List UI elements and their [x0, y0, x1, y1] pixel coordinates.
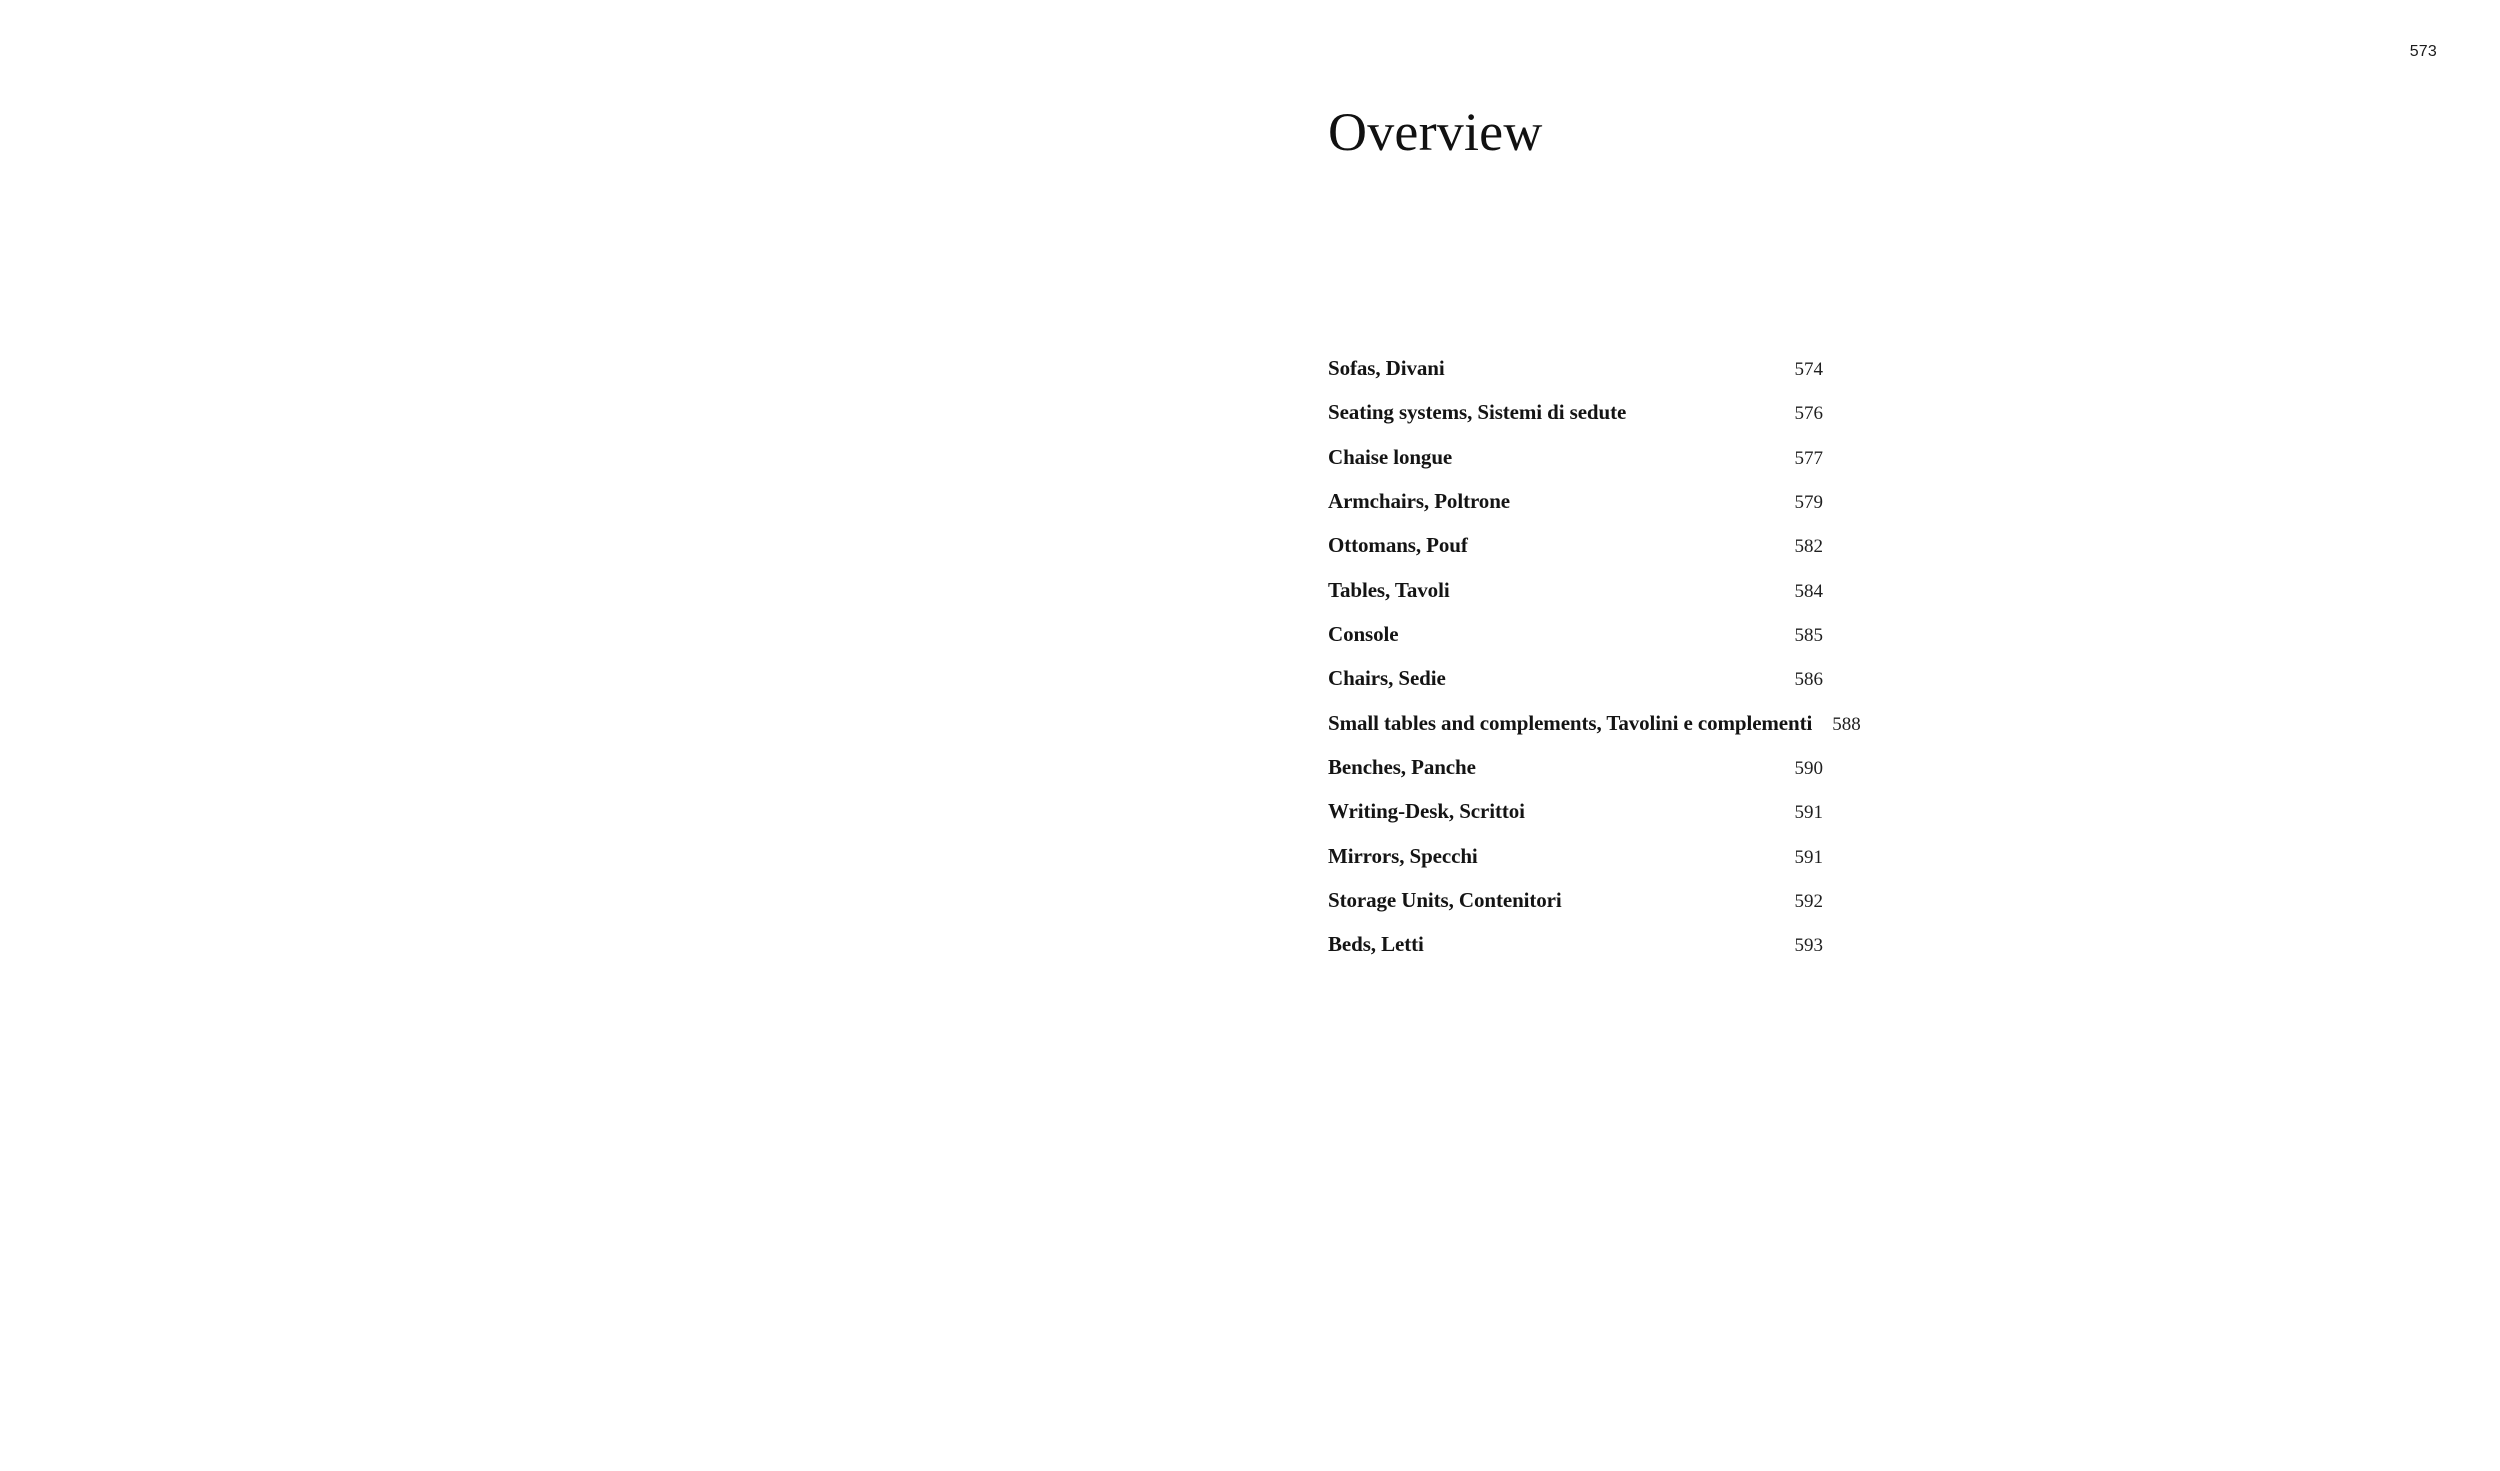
toc-entry-page-number: 591: [1794, 846, 1823, 868]
toc-entry-label: Armchairs, Poltrone: [1328, 489, 1511, 514]
toc-entry-page-number: 588: [1832, 713, 1861, 735]
toc-entry-page-number: 591: [1794, 802, 1823, 824]
toc-entry[interactable]: [1328, 577, 1823, 624]
toc-entry[interactable]: [1328, 710, 1861, 757]
toc-entry[interactable]: [1328, 491, 1823, 535]
page-number: 573: [2409, 43, 2437, 60]
toc-entry-label: Console: [1328, 622, 1399, 647]
toc-entry-label: Benches, Panche: [1328, 755, 1476, 780]
toc-entry[interactable]: [1328, 843, 1823, 890]
page-title: Overview: [1328, 102, 1543, 162]
toc-entry-label: Sofas, Divani: [1328, 356, 1445, 380]
toc-entry-page-number: 582: [1794, 536, 1823, 558]
toc-entry-page-number: 576: [1794, 403, 1823, 425]
toc-entry-label: Small tables and complements, Tavolini e complementi: [1328, 710, 1813, 735]
toc-entry-page-number: 574: [1794, 359, 1823, 380]
toc-entry-page-number: 593: [1794, 935, 1823, 957]
toc-entry[interactable]: [1328, 358, 1823, 402]
toc-entry[interactable]: [1328, 668, 1823, 712]
toc-entry-page-number: 590: [1794, 758, 1823, 780]
toc-entry[interactable]: [1328, 934, 1823, 978]
toc-entry-label: Storage Units, Contenitori: [1328, 888, 1562, 913]
toc-entry[interactable]: [1328, 624, 1823, 668]
toc-entry[interactable]: [1328, 444, 1823, 491]
toc-entry[interactable]: [1328, 890, 1823, 934]
toc-entry[interactable]: [1328, 402, 1823, 446]
toc-entry-page-number: 592: [1794, 891, 1823, 913]
toc-entry-label: Mirrors, Specchi: [1328, 843, 1478, 868]
toc-entry[interactable]: [1328, 801, 1823, 845]
toc-entry-label: Seating systems, Sistemi di sedute: [1328, 400, 1627, 425]
toc-entry-label: Ottomans, Pouf: [1328, 533, 1468, 558]
toc-entry-label: Beds, Letti: [1328, 932, 1424, 957]
toc-entry-label: Writing-Desk, Scrittoi: [1328, 799, 1525, 824]
toc-entry-page-number: 579: [1794, 492, 1823, 514]
toc-entry-page-number: 585: [1794, 625, 1823, 647]
toc-entry-page-number: 586: [1794, 669, 1823, 691]
toc-entry[interactable]: [1328, 757, 1823, 801]
toc-list: [1328, 356, 1861, 979]
toc-entry-label: Chaise longue: [1328, 444, 1453, 469]
toc-entry-page-number: 577: [1794, 447, 1823, 469]
toc-entry-page-number: 584: [1794, 580, 1823, 602]
toc-entry-label: Chairs, Sedie: [1328, 666, 1446, 691]
toc-entry[interactable]: [1328, 535, 1823, 579]
toc-entry-label: Tables, Tavoli: [1328, 577, 1450, 602]
